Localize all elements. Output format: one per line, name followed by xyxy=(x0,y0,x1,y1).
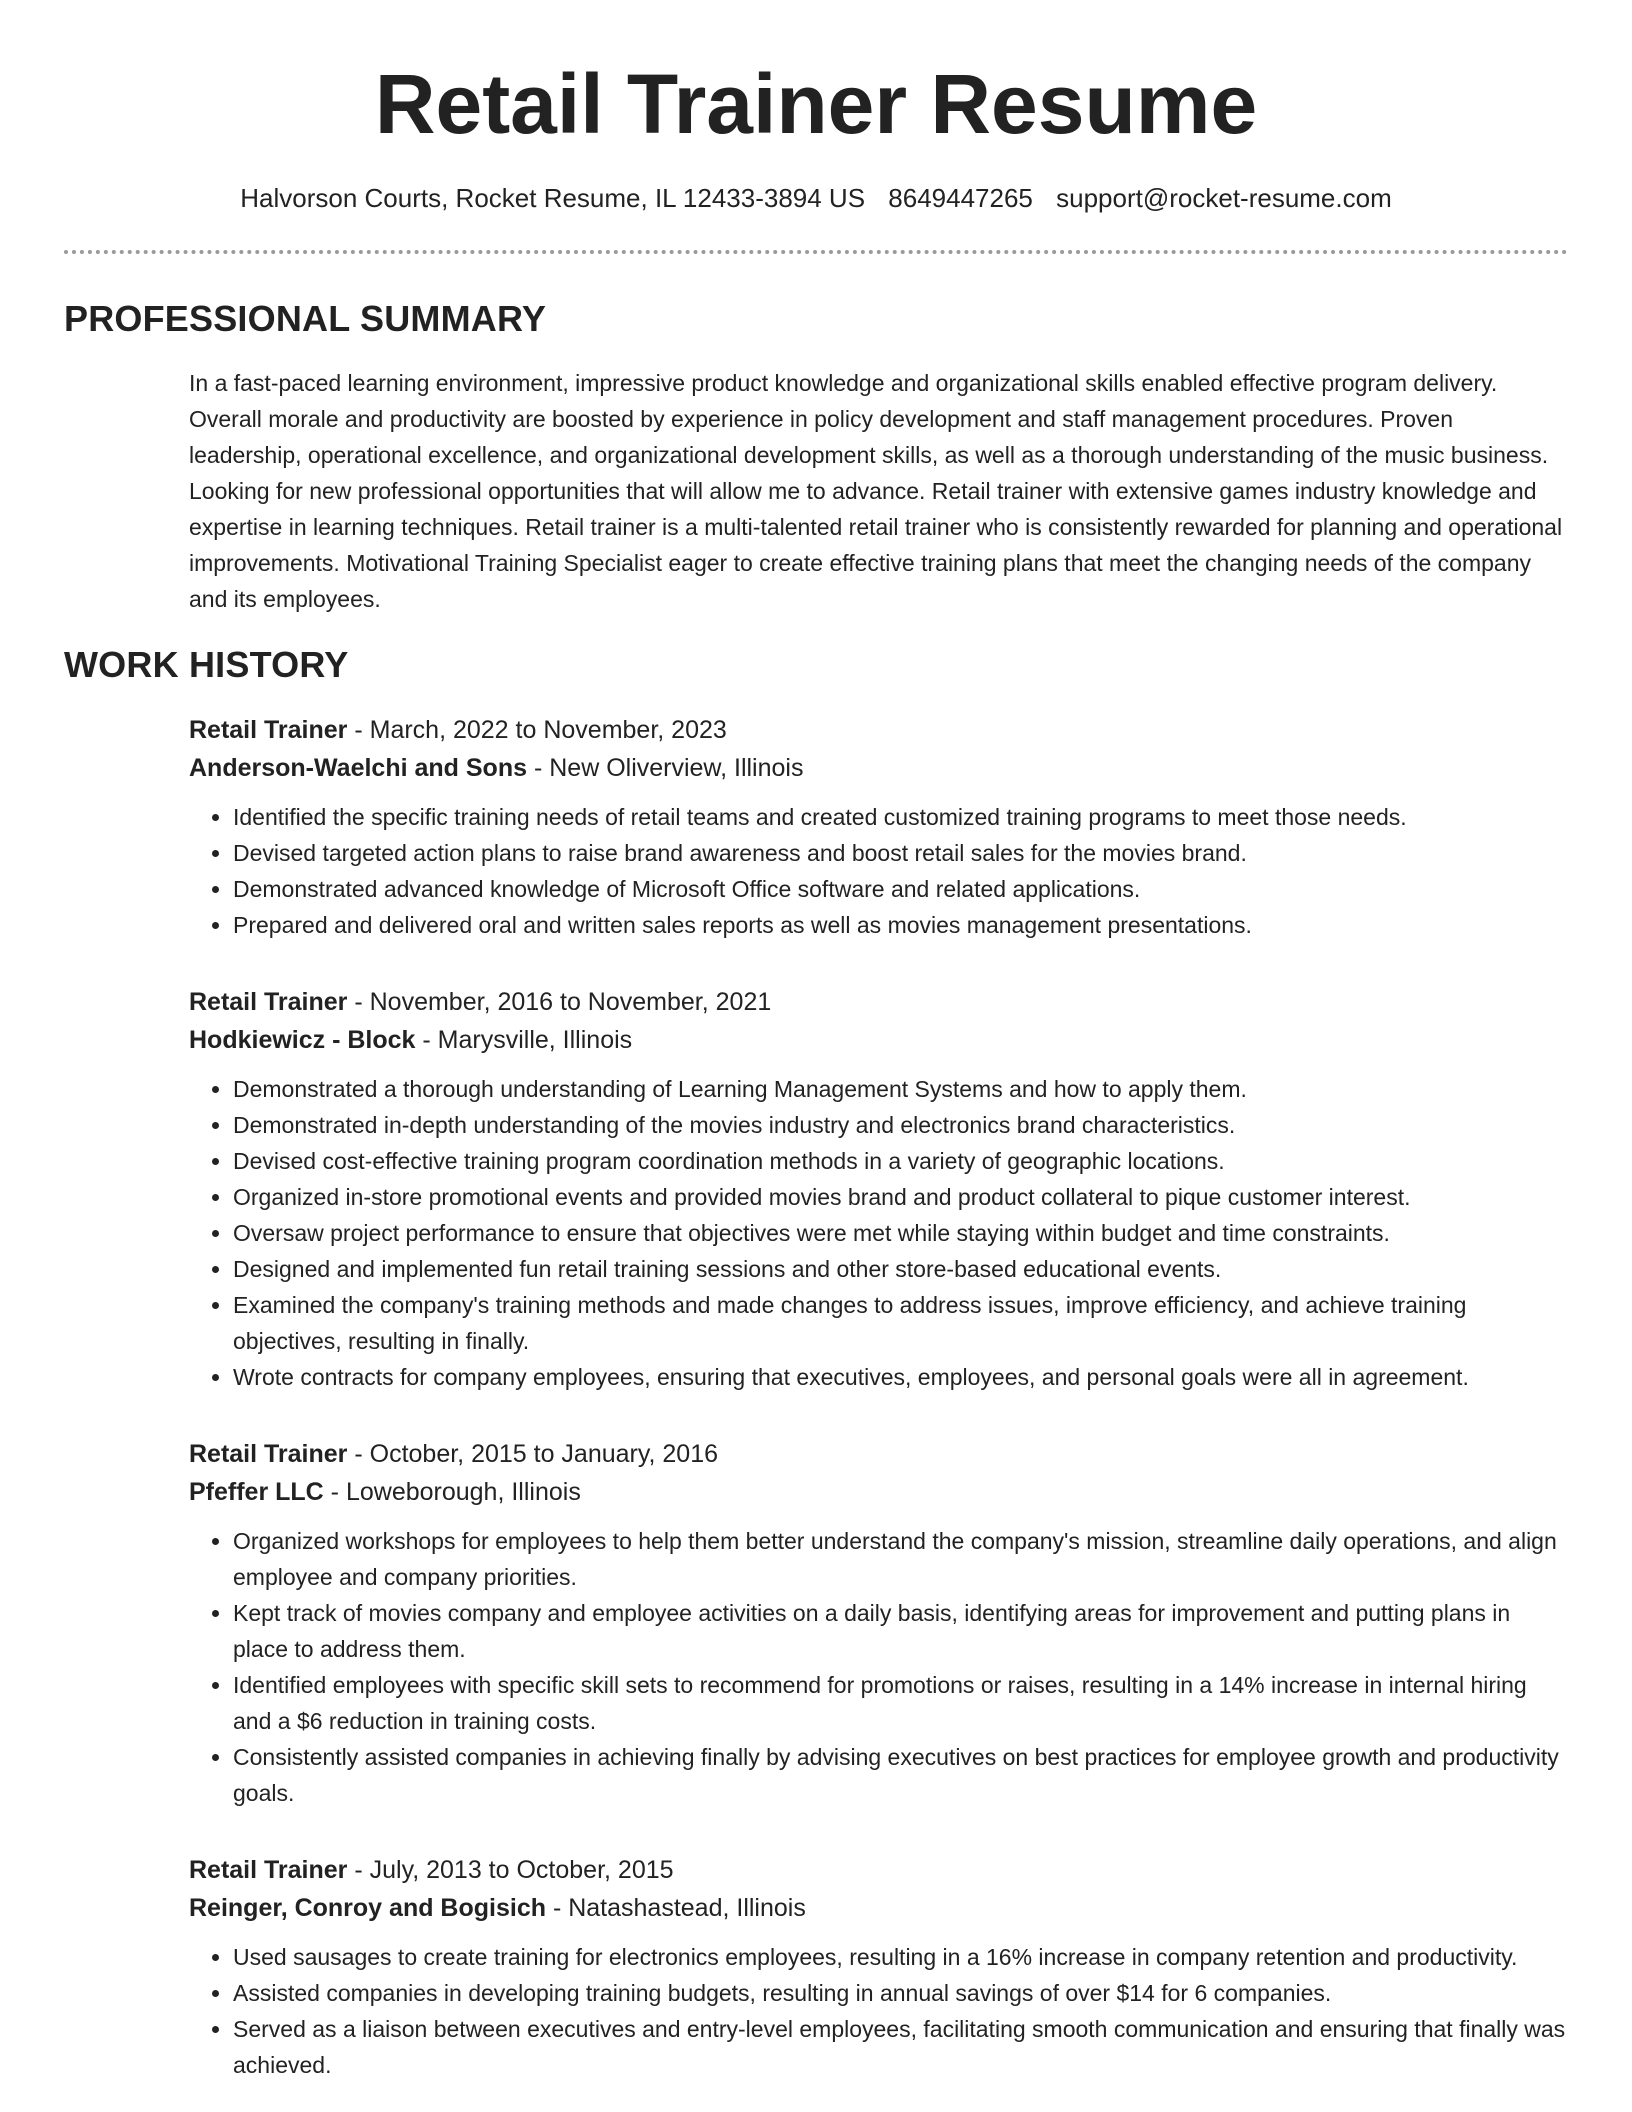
job-bullet: • Demonstrated in-depth understanding of the movies industry and electronics brand characteristics. xyxy=(233,1107,1569,1143)
job-bullet: • Kept track of movies company and employee activities on a daily basis, identifying areas for improvement and putting plans in place to address them. xyxy=(233,1595,1569,1667)
job-location: - Natashastead, Illinois xyxy=(546,1894,806,1922)
professional-summary-text: In a fast-paced learning environment, impressive product knowledge and organizational skills enabled effective program delivery. Overall morale and productivity are boosted by experience in policy development and staff management procedures. Proven leadership, operational excellence, and organizational development skills, as well as a thorough understanding of the music business. Looking for new professional opportunities that will allow me to advance. Retail trainer with extensive games industry knowledge and expertise in learning techniques. Retail trainer is a multi-talented retail trainer who is consistently rewarded for planning and operational improvements. Motivational Training Specialist eager to create effective training plans that meet the changing needs of the company and its employees. xyxy=(189,370,1563,612)
job-dates: - November, 2016 to November, 2021 xyxy=(347,988,772,1016)
job-dates: - July, 2013 to October, 2015 xyxy=(347,1856,674,1884)
section-heading-work-history: WORK HISTORY xyxy=(64,644,349,685)
job-entry xyxy=(189,983,1569,1395)
job-title: Retail Trainer xyxy=(189,1856,348,1884)
contact-email: support@rocket-resume.com xyxy=(1056,183,1392,213)
job-company: Pfeffer LLC xyxy=(189,1478,324,1506)
job-bullet: • Identified the specific training needs of retail teams and created customized training programs to meet those needs. xyxy=(233,799,1569,835)
job-dates: - October, 2015 to January, 2016 xyxy=(347,1440,719,1468)
job-company-line xyxy=(189,1889,1569,1927)
job-company: Reinger, Conroy and Bogisich xyxy=(189,1894,546,1922)
job-company-line xyxy=(189,749,1569,787)
job-bullet: • Devised targeted action plans to raise brand awareness and boost retail sales for the movies brand. xyxy=(233,835,1569,871)
job-bullet: • Organized in-store promotional events and provided movies brand and product collateral to pique customer interest. xyxy=(233,1179,1569,1215)
job-bullet: • Demonstrated advanced knowledge of Microsoft Office software and related applications. xyxy=(233,871,1569,907)
job-bullet: • Prepared and delivered oral and written sales reports as well as movies management presentations. xyxy=(233,907,1569,943)
job-title-line xyxy=(189,711,1569,749)
job-title: Retail Trainer xyxy=(189,1440,348,1468)
job-bullet: • Served as a liaison between executives and entry-level employees, facilitating smooth communication and ensuring that finally was achieved. xyxy=(233,2011,1569,2083)
job-bullet-list xyxy=(189,1071,1569,1395)
job-bullet: • Assisted companies in developing training budgets, resulting in annual savings of over $14 for 6 companies. xyxy=(233,1975,1569,2011)
contact-info xyxy=(0,180,1632,216)
job-bullet: • Consistently assisted companies in achieving finally by advising executives on best practices for employee growth and productivity goals. xyxy=(233,1739,1569,1811)
job-title-line xyxy=(189,1435,1569,1473)
job-bullet: • Oversaw project performance to ensure that objectives were met while staying within budget and time constraints. xyxy=(233,1215,1569,1251)
job-company-line xyxy=(189,1473,1569,1511)
job-bullet: • Wrote contracts for company employees, ensuring that executives, employees, and personal goals were all in agreement. xyxy=(233,1359,1569,1395)
section-heading-summary: PROFESSIONAL SUMMARY xyxy=(64,298,547,339)
job-dates: - March, 2022 to November, 2023 xyxy=(347,716,727,744)
job-location: - Loweborough, Illinois xyxy=(323,1478,581,1506)
job-bullet: • Identified employees with specific skill sets to recommend for promotions or raises, resulting in a 14% increase in internal hiring and a $6 reduction in training costs. xyxy=(233,1667,1569,1739)
job-bullet: • Demonstrated a thorough understanding of Learning Management Systems and how to apply them. xyxy=(233,1071,1569,1107)
job-entry xyxy=(189,711,1569,943)
header-divider xyxy=(64,250,1568,254)
contact-phone: 8649447265 xyxy=(888,183,1033,213)
job-title: Retail Trainer xyxy=(189,716,348,744)
job-company: Hodkiewicz - Block xyxy=(189,1026,416,1054)
job-bullet: • Used sausages to create training for electronics employees, resulting in a 16% increase in company retention and productivity. xyxy=(233,1939,1569,1975)
job-bullet-list xyxy=(189,799,1569,943)
job-entry xyxy=(189,1435,1569,1811)
job-title-line xyxy=(189,1851,1569,1889)
job-bullet-list xyxy=(189,1939,1569,2083)
job-title-line xyxy=(189,983,1569,1021)
job-location: - New Oliverview, Illinois xyxy=(527,754,804,782)
job-bullet: • Organized workshops for employees to help them better understand the company's mission, streamline daily operations, and align employee and company priorities. xyxy=(233,1523,1569,1595)
job-location: - Marysville, Illinois xyxy=(415,1026,633,1054)
job-bullet: • Examined the company's training methods and made changes to address issues, improve efficiency, and achieve training objectives, resulting in finally. xyxy=(233,1287,1569,1359)
resume-title: Retail Trainer Resume xyxy=(374,57,1258,151)
job-title: Retail Trainer xyxy=(189,988,348,1016)
job-company-line xyxy=(189,1021,1569,1059)
job-bullet: • Devised cost-effective training program coordination methods in a variety of geographic locations. xyxy=(233,1143,1569,1179)
job-bullet-list xyxy=(189,1523,1569,1811)
job-company: Anderson-Waelchi and Sons xyxy=(189,754,528,782)
job-entry xyxy=(189,1851,1569,2083)
contact-address: Halvorson Courts, Rocket Resume, IL 12433-3894 US xyxy=(240,183,866,213)
job-bullet: • Designed and implemented fun retail training sessions and other store-based educational events. xyxy=(233,1251,1569,1287)
